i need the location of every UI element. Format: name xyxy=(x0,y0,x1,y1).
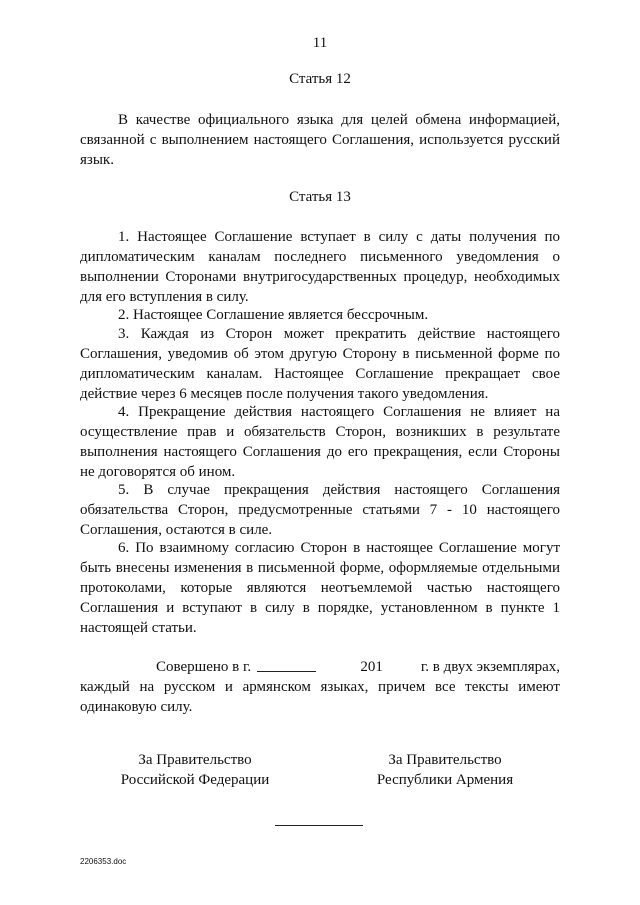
article-12-text: В качестве официального языка для целей обмена информацией, связанной с выполнением настоящего Соглашения, используется русский язык. xyxy=(80,112,560,168)
closing-line-1 xyxy=(80,657,560,677)
page-number: 11 xyxy=(312,35,328,51)
city-blank-line xyxy=(257,657,316,672)
closing-year: 201 xyxy=(360,659,383,675)
closing-prefix: Совершено в г. xyxy=(156,659,252,675)
article-13-paragraph-3: 3. Каждая из Сторон может прекратить действие настоящего Соглашения, уведомив об этом другую Сторону в письменной форме по дипломатическим каналам. Настоящее Соглашение прекращает свое действие через 6 месяцев после получения такого уведомления. xyxy=(80,326,560,402)
article-13-paragraph-5: 5. В случае прекращения действия настоящего Соглашения обязательства Сторон, предусмотренные статьями 7 - 10 настоящего Соглашения, остаются в силе. xyxy=(80,482,560,538)
signature-armenia xyxy=(345,750,545,790)
signature-armenia-line-2: Республики Армения xyxy=(376,772,514,788)
article-13-paragraph-6: 6. По взаимному согласию Сторон в настоящее Соглашение могут быть внесены изменения в письменной форме, оформляемые отдельными протоколами, которые являются неотъемлемой частью настоящего Соглашения и вступают в силу в порядке, установленном в пункте 1 настоящей статьи. xyxy=(80,540,560,636)
article-13-heading: Статья 13 xyxy=(289,189,351,205)
signature-russia-line-1: За Правительство xyxy=(138,752,252,768)
closing-suffix: г. в двух экземплярах, xyxy=(420,659,560,675)
file-name-footer: 2206353.doc xyxy=(80,857,127,866)
article-13-paragraph-1: 1. Настоящее Соглашение вступает в силу с даты получения по дипломатическим каналам последнего письменного уведомления о выполнении Сторонами внутригосударственных процедур, необходимых для его вступления в силу. xyxy=(80,229,560,305)
article-13-paragraph-4: 4. Прекращение действия настоящего Соглашения не влияет на осуществление прав и обязательств Сторон, возникших в результате выполнения настоящего Соглашения до его прекращения, если Стороны не договорятся об ином. xyxy=(80,404,560,480)
article-12-heading: Статья 12 xyxy=(289,71,351,87)
signature-armenia-line-1: За Правительство xyxy=(388,752,502,768)
signature-russia-line-2: Российской Федерации xyxy=(120,772,270,788)
signature-russia xyxy=(95,750,295,790)
article-13-paragraph-2: 2. Настоящее Соглашение является бессрочным. xyxy=(118,307,429,323)
closing-divider xyxy=(275,825,363,826)
closing-text: каждый на русском и армянском языках, причем все тексты имеют одинаковую силу. xyxy=(80,679,560,715)
